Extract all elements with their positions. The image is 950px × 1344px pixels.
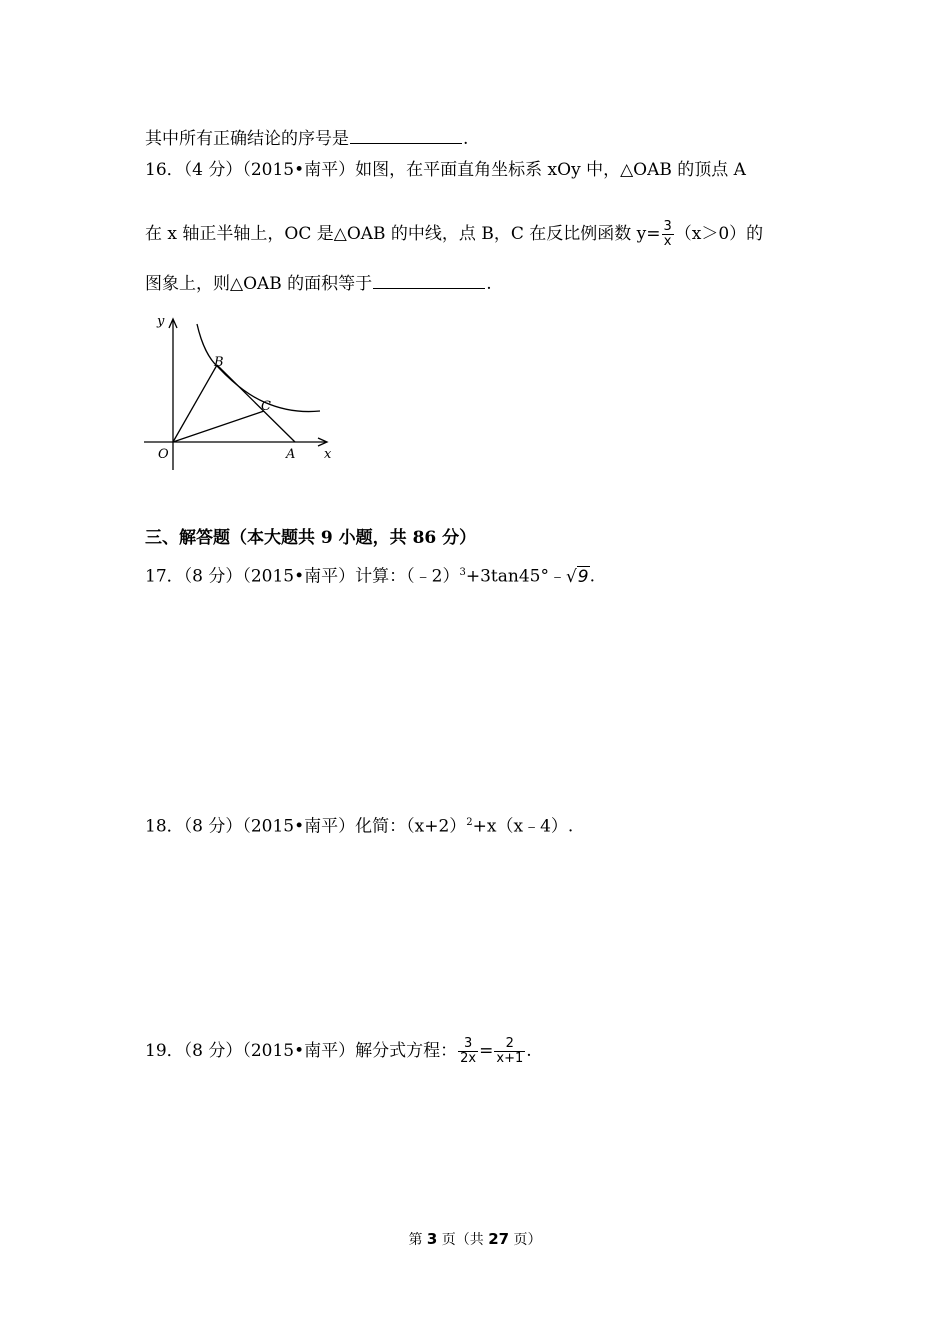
label-O: O (158, 447, 169, 462)
q16-figure (140, 310, 350, 480)
page-total: 27 (488, 1230, 510, 1248)
left-fraction: $\frac{3}{2x}$ (460, 1036, 477, 1066)
q17-line: 17．（8 分）（2015•南平）计算：（﹣2）$^3$+3tan45°﹣√9. (145, 566, 596, 587)
answer-blank (350, 127, 462, 144)
inverse-function-fraction: $\frac{3}{x}$ (663, 219, 672, 249)
answer-blank (373, 272, 485, 289)
label-A: A (286, 447, 296, 462)
side-BA (217, 365, 295, 442)
label-B: B (214, 355, 224, 370)
q16-line-1: 16．（4 分）（2015•南平）如图，在平面直角坐标系 xOy 中，△OAB 的顶点 A (145, 160, 746, 180)
q15-conclusion-line: 其中所有正确结论的序号是 . (145, 129, 469, 149)
label-x: x (324, 447, 332, 462)
q15-text: 其中所有正确结论的序号是 (145, 129, 349, 149)
label-C: C (261, 399, 271, 414)
q16-line-2: 在 x 轴正半轴上，OC 是△OAB 的中线，点 B，C 在反比例函数 y= $\frac{3}{x}$ （x＞0）的 (145, 219, 764, 249)
page-number: 3 (426, 1230, 438, 1248)
right-fraction: $\frac{2}{x+1}$ (496, 1036, 524, 1066)
q19-line: 19．（8 分）（2015•南平）解分式方程： $\frac{3}{2x}$ = $\frac{2}{x+1}$ . (145, 1036, 532, 1066)
q16-line-3: 图象上，则△OAB 的面积等于 . (145, 274, 492, 294)
page-footer: 第 3 页（共 27 页） (408, 1230, 542, 1248)
q18-line: 18．（8 分）（2015•南平）化简：$(x+2)^2+x(x﹣4)$. (145, 816, 574, 837)
square-root: √9 (565, 566, 589, 587)
median-OC (173, 411, 264, 442)
section-3-heading: 三、解答题（本大题共 9 小题，共 86 分） (145, 528, 477, 548)
side-OB (173, 365, 217, 442)
label-y: y (157, 314, 165, 329)
